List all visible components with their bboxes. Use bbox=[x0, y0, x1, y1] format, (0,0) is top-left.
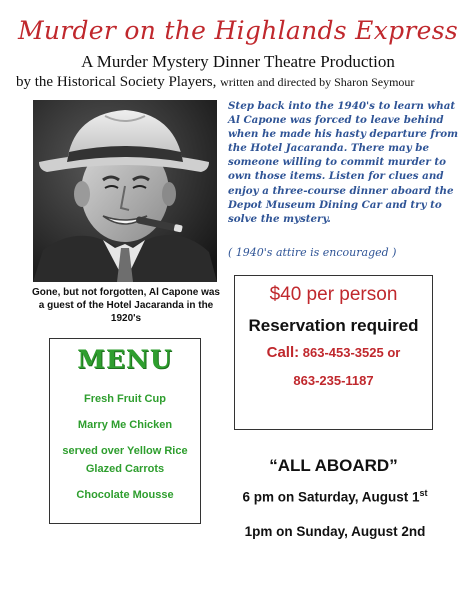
menu-item-carrots: Glazed Carrots bbox=[85, 463, 165, 475]
event-subtitle: A Murder Mystery Dinner Theatre Production bbox=[81, 52, 395, 71]
byline bbox=[16, 74, 476, 91]
saturday-suffix: st bbox=[419, 488, 428, 498]
saturday-text: 6 pm on Saturday, August 1 bbox=[242, 489, 420, 505]
saturday-showtime bbox=[222, 488, 448, 505]
sunday-showtime: 1pm on Sunday, August 2nd bbox=[244, 524, 426, 539]
phone-or: or bbox=[387, 345, 401, 360]
attire-note: ( 1940's attire is encouraged ) bbox=[228, 246, 397, 259]
menu-box bbox=[49, 338, 201, 524]
menu-title: MENU bbox=[77, 345, 173, 374]
event-title: Murder on the Highlands Express bbox=[17, 16, 459, 45]
byline-credit: written and directed by Sharon Seymour bbox=[220, 75, 415, 89]
phone-number-1: 863-453-3525 bbox=[302, 345, 384, 360]
byline-players: by the Historical Society Players, bbox=[16, 74, 217, 90]
menu-item-fruit-cup: Fresh Fruit Cup bbox=[84, 393, 166, 405]
photo-caption: Gone, but not forgotten, Al Capone was a guest of the Hotel Jacaranda in the 1920's bbox=[32, 287, 220, 324]
all-aboard-heading: “ALL ABOARD” bbox=[269, 456, 398, 475]
phone-number-2: 863-235-1187 bbox=[293, 373, 374, 388]
call-line bbox=[235, 344, 432, 361]
call-label: Call: bbox=[266, 344, 300, 361]
al-capone-photo bbox=[33, 100, 217, 282]
price: $40 per person bbox=[269, 284, 398, 305]
reservation-note: Reservation required bbox=[248, 316, 419, 335]
reservation-box bbox=[234, 275, 433, 430]
menu-item-chicken: Marry Me Chicken bbox=[77, 419, 173, 431]
menu-item-mousse: Chocolate Mousse bbox=[76, 489, 174, 501]
intro-paragraph: Step back into the 1940's to learn what Al Capone was forced to leave behind when he made his hasty departure from the Hotel Jacaranda. There may be someone willing to commit murder to own those items. Listen for clues and enjoy a three-course dinner aboard the Depot Museum Dining Car and try to solve the mystery. bbox=[228, 100, 459, 225]
menu-item-rice: served over Yellow Rice bbox=[62, 445, 188, 457]
portrait-illustration bbox=[33, 100, 217, 282]
